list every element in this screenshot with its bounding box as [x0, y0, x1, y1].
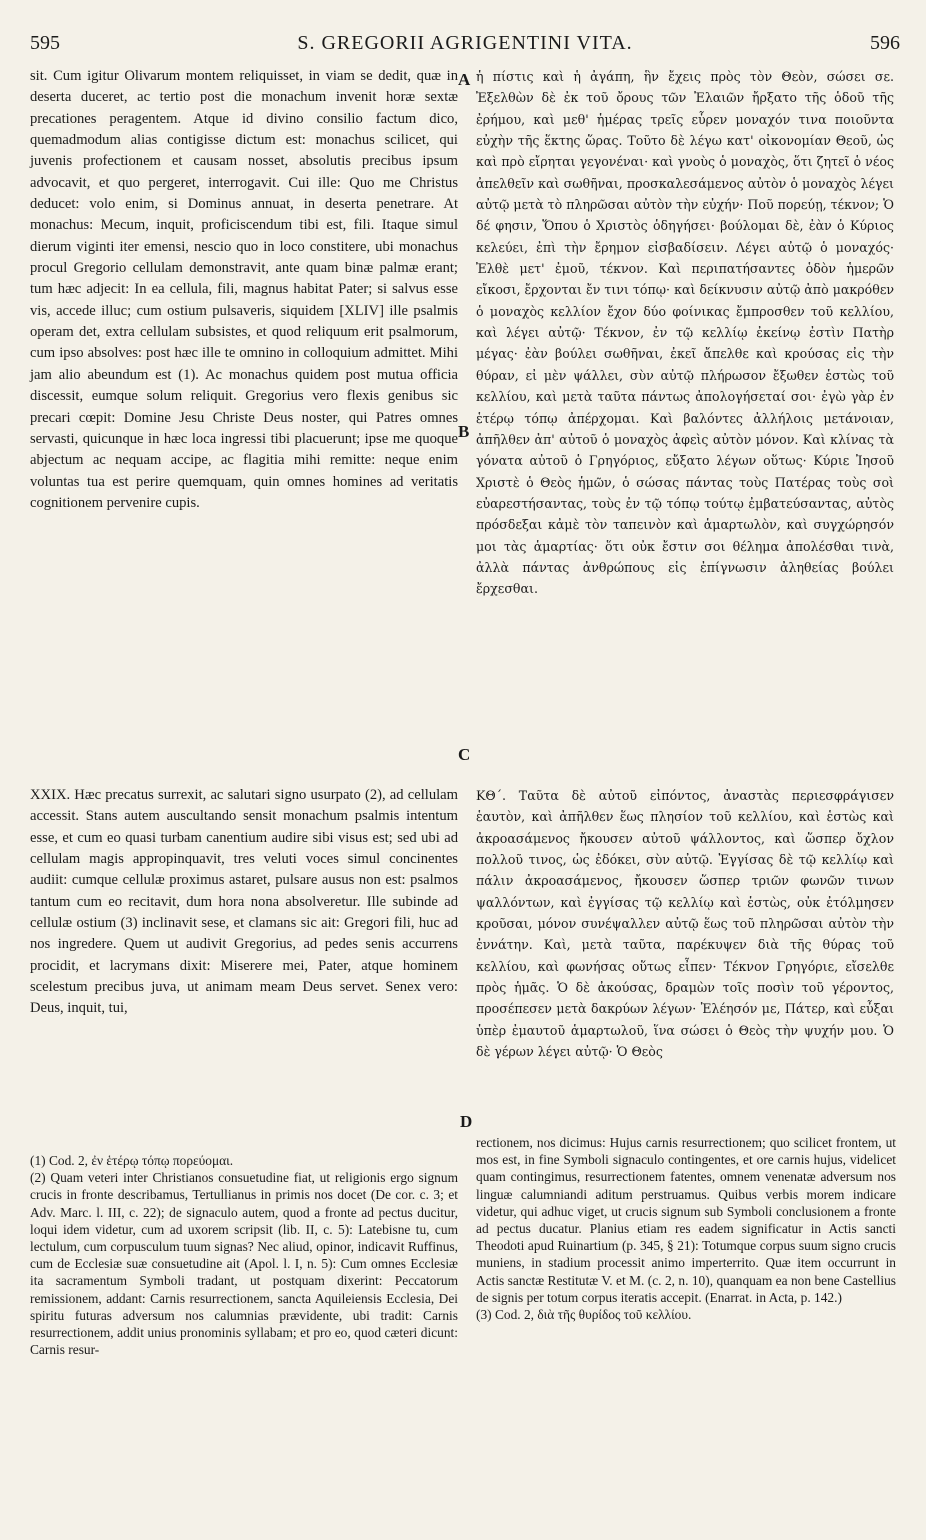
footnote-2-continued: rectionem, nos dicimus: Hujus carnis resurrectionem; quo scilicet frontem, ut mos est, in fine Symboli signaculo contingentes, et ore carnis hujus, videlicet quam contingimus, resurrectionem fatentes, omnem venenatæ adversum nos linguæ calumniandi aditum perstruamus. Quibus verbis morem indicare videtur, qui adhuc viget, ut crucis signum sub Symboli conclusionem a fronte ad pectus ducatur. Planius etiam res eadem significatur in Actis sancti Theodoti apud Ruinartium (p. 345, § 21): Totumque corpus suum signo crucis muniens, in stadium processit animo imperterrito. Quæ item occurrunt in Actis sanctæ Restitutæ V. et M. (c. 2, n. 10), quanquam ea non bene Castellius de signis per totum corpus iteratis accepit. (Enarrat. in Acta, p. 142.) [476, 1135, 896, 1305]
footnote-3: (3) Cod. 2, διὰ τῆς θυρίδος τοῦ κελλίου. [476, 1307, 692, 1323]
section-marker-a: A [458, 70, 471, 89]
running-header [30, 32, 900, 62]
latin-column-top [30, 66, 458, 514]
section-marker-c: C [458, 745, 471, 764]
greek-column-top [476, 66, 894, 600]
greek-paragraph-1: ἡ πίστις καὶ ἡ ἀγάπη, ἣν ἔχεις πρὸς τὸν Θεὸν, σώσει σε. Ἐξελθὼν δὲ ἐκ τοῦ ὄρους τῶν Ἐλαιῶν ἤρξατο τῆς ὁδοῦ τῆς ἐρήμου, καὶ μεθ' ἡμέρας τρεῖς εὗρεν μοναχόν τινα ποιοῦντα εὐχὴν τῆς ἕκτης ὥρας. Τοῦτο δὲ λέγω κατ' οἰκονομίαν Θεοῦ, ὡς καὶ πρὸ εἴρηται γεγονέναι· καὶ γνοὺς ὁ μοναχὸς, ὅτι ζητεῖ ὁ νέος ἀπελθεῖν καὶ σωθῆναι, προσκαλεσάμενος αὐτὸν ὁ μοναχὸς λέγει αὐτῷ μετὰ τὸ πληρῶσαι αὐτὸν τὴν εὐχήν· Ποῦ πορεύῃ, τέκνον; Ὁ δέ φησιν, Ὅπου ὁ Χριστὸς ὁδηγήσει· βούλομαι δὲ, ἐὰν ὁ Κύριος κελεύει, ἐπὶ τὴν ἔρημον εἰσβαδίσειν. Λέγει αὐτῷ ὁ μοναχός· Ἐλθὲ μετ' ἐμοῦ, τέκνον. Καὶ περιπατήσαντες ὁδὸν ἡμερῶν εἴκοσι, ἔρχονται ἔν τινι τόπῳ· καὶ δείκνυσιν αὐτῷ ἀπὸ μακρόθεν ὁ μοναχὸς κελλίον ἔχον δύο φοίνικας ἔμπροσθεν τοῦ κελλίου, καὶ λέγει αὐτῷ· Τέκνον, ἐν τῷ κελλίῳ ἐκείνῳ ἐστὶν Πατὴρ μέγας· ἐὰν βούλει σωθῆναι, ἐκεῖ ἄπελθε καὶ κρούσας εἰς τὴν θύραν, εἰ μὲν ψάλλει, σὺν αὐτῷ πλήρωσον ἔξωθεν ἑστὼς τοῦ κελλίου, καὶ μετὰ ταῦτα πάντως ἀπολογήσεταί σοι· ἐγὼ γὰρ ἐν ἑτέρῳ τόπῳ ἀπέρχομαι. Καὶ βαλόντες ἀλλήλοις μετάνοιαν, ἀπῆλθεν ἀπ' αὐτοῦ ὁ μοναχὸς ἀφεὶς αὐτὸν μόνον. Καὶ κλίνας τὰ γόνατα αὐτοῦ ὁ Γρηγόριος, εὔξατο λέγων οὕτως· Κύριε Ἰησοῦ Χριστὲ ὁ Θεὸς ἡμῶν, ὁ σώσας πάντας τοὺς Πατέρας τοὺς σοὶ εὐαρεστήσαντας, τοὺς ἐν τῷ τόπῳ τούτῳ ἐμβατεύσαντας, αὐτὸς πρόσδεξαι κἀμὲ τὸν ταπεινὸν καὶ ἁμαρτωλὸν, καὶ συγχώρησόν μοι τὰς ἁμαρτίας· ὅτι οὐκ ἔστιν σοι θέλημα ἀπολέσθαι τινὰ, ἀλλὰ πάντας ἀνθρώπους εἰς ἐπίγνωσιν ἀληθείας βούλει ἔρχεσθαι. [476, 69, 894, 597]
section-marker-b: B [458, 422, 470, 441]
footnote-2: (2) Quam veteri inter Christianos consuetudine fiat, ut religionis ergo signum crucis in fronte describamus, Tertullianus in primis nos docet (De cor. c. 3; et Adv. Marc. l. III, c. 22); de signaculo autem, quod a fronte ad pectus ducitur, loqui idem videtur, cum ad uxorem scripsit (lib. II, c. 5): Latebisne tu, cum lectulum, cum corpusculum tuum signas? Nec aliud, opinor, indicavit Ruffinus, cum de Ecclesiæ suæ consuetudine ait (Apol. l. I, n. 5): Cum omnes Ecclesiæ ita sacramentum Symboli tradant, ut postquam dixerint: Peccatorum remissionem, addant: Carnis resurrectionem, sancta Aquileiensis Ecclesia, Dei spiritu futuras adversum nos calumnias prævidente, ubi tradit: Carnis resurrectionem, addit unius pronominis syllabam; et pro eo, quod cæteri dicunt: Carnis resur- [30, 1170, 458, 1358]
running-title: S. GREGORII AGRIGENTINI VITA. [297, 32, 633, 54]
latin-paragraph-2: XXIX. Hæc precatus surrexit, ac salutari signo usurpato (2), ad cellulam accessit. Stans autem auscultando sensit monachum psalmis intentum esse, et cum eo quasi turbam canentium audire sibi visus est; sed ubi ad cellulam magis appropinquavit, tres veluti voces simul concinentes audiit: cumque cellulæ proximus astaret, pulsare ausus non est: psalmos tantum cum eo recitavit, dum hora nona absolveretur. Ille subinde ad cellulæ ostium (3) inclinavit sese, et clamans sic ait: Gregori fili, huc ad nos ingredere. Quem ut audivit Gregorius, ad pedes senis accurrens procidit, et lacrymans dixit: Miserere mei, Pater, atque hominem scelestum precibus juva, ut animam meam Deus servet. Senex vero: Deus, inquit, tui, [30, 787, 458, 1017]
greek-paragraph-2: ΚΘ΄. Ταῦτα δὲ αὐτοῦ εἰπόντος, ἀναστὰς περιεσφράγισεν ἑαυτὸν, καὶ ἀπῆλθεν ἕως πλησίον τοῦ κελλίου, καὶ ἑστὼς καὶ ἀκροασάμενος ἤκουσεν αὐτοῦ ψάλλοντος, καὶ ὥσπερ ὄχλον πολλοῦ τινος, ὡς ἐδόκει, σὺν αὐτῷ. Ἐγγίσας δὲ τῷ κελλίῳ καὶ πάλιν ἀκροασάμενος, ἤκουσεν ὥσπερ τριῶν φωνῶν τινων ψαλλόντων, καὶ ἐγγίσας τῷ κελλίῳ καὶ ἑστὼς, οὐκ ἐτόλμησεν κροῦσαι, μόνον συνέψαλλεν αὐτῷ ἕως τοῦ πληρῶσαι αὐτὸν τὴν ἐννάτην. Καὶ, μετὰ ταῦτα, παρέκυψεν διὰ τῆς θύρας τοῦ κελλίου, καὶ φωνήσας οὕτως εἶπεν· Τέκνον Γρηγόριε, εἴσελθε πρὸς ἡμᾶς. Ὁ δὲ ἀκούσας, δραμὼν τοῖς ποσὶν τοῦ γέροντος, προσέπεσεν μετὰ δακρύων λέγων· Ἐλέησόν με, Πάτερ, καὶ εὖξαι ὑπὲρ ἐμαυτοῦ ἁμαρτωλοῦ, ἵνα σώσει ὁ Θεὸς τὴν ψυχήν μου. Ὁ δὲ γέρων λέγει αὐτῷ· Ὁ Θεὸς [476, 788, 894, 1060]
section-marker-d: D [460, 1112, 473, 1131]
page-number-left: 595 [30, 32, 60, 54]
page-number-right: 596 [870, 32, 900, 54]
latin-column-section-xxix [30, 785, 458, 1020]
footnotes-right [476, 1134, 896, 1323]
greek-column-section-kth [476, 785, 894, 1062]
footnotes-left [30, 1152, 458, 1358]
latin-paragraph-1: sit. Cum igitur Olivarum montem reliquisset, in viam se dedit, quæ in deserta duceret, ac tertio post die monachum invenit horæ sextæ precationes peragentem. Atque id divino consilio factum dico, quemadmodum alias contigisse dictum est: monachus scilicet, qui juvenis profectionem et causam nosset, absolutis precibus ipsum advocavit, et quo pergeret, interrogavit. Cui ille: Quo me Christus deducet: volo enim, si Dominus annuat, in deserta penetrare. At monachus: Mecum, inquit, proficiscendum tibi est, fili. Itaque simul dierum viginti iter emensi, nescio quo in loco constitere, ubi monachus procul Gregorio cellulam demonstravit, ante quam binæ palmæ erant; tum hæc adjecit: In ea cellula, fili, magnus habitat Pater; si salvus esse vis, accede illuc; cum ostium pulsaveris, siquidem [XLIV] ille psalmis operam det, extra cellulam subsistes, et quod reliquum erit psalmorum, cum ipso absolves: post hæc ille te omnino in colloquium admittet. Mihi jam alio abeundum est (1). Ac monachus quidem post mutua officia discessit, eumque solum reliquit. Gregorius vero flexis genibus sic precari cœpit: Domine Jesu Christe Deus noster, qui Patres omnes servasti, quicunque in hæc loca ingressi tibi placuerunt; ipse me quoque abjectum ac nequam accipe, ac flagitia mihi remitte: neque enim voluntas tua est perire quemquam, quin omnes homines ad veritatis cognitionem pervenire cupis. [30, 68, 458, 511]
footnote-1: (1) Cod. 2, ἐν ἑτέρῳ τόπῳ πορεύομαι. [30, 1153, 234, 1168]
